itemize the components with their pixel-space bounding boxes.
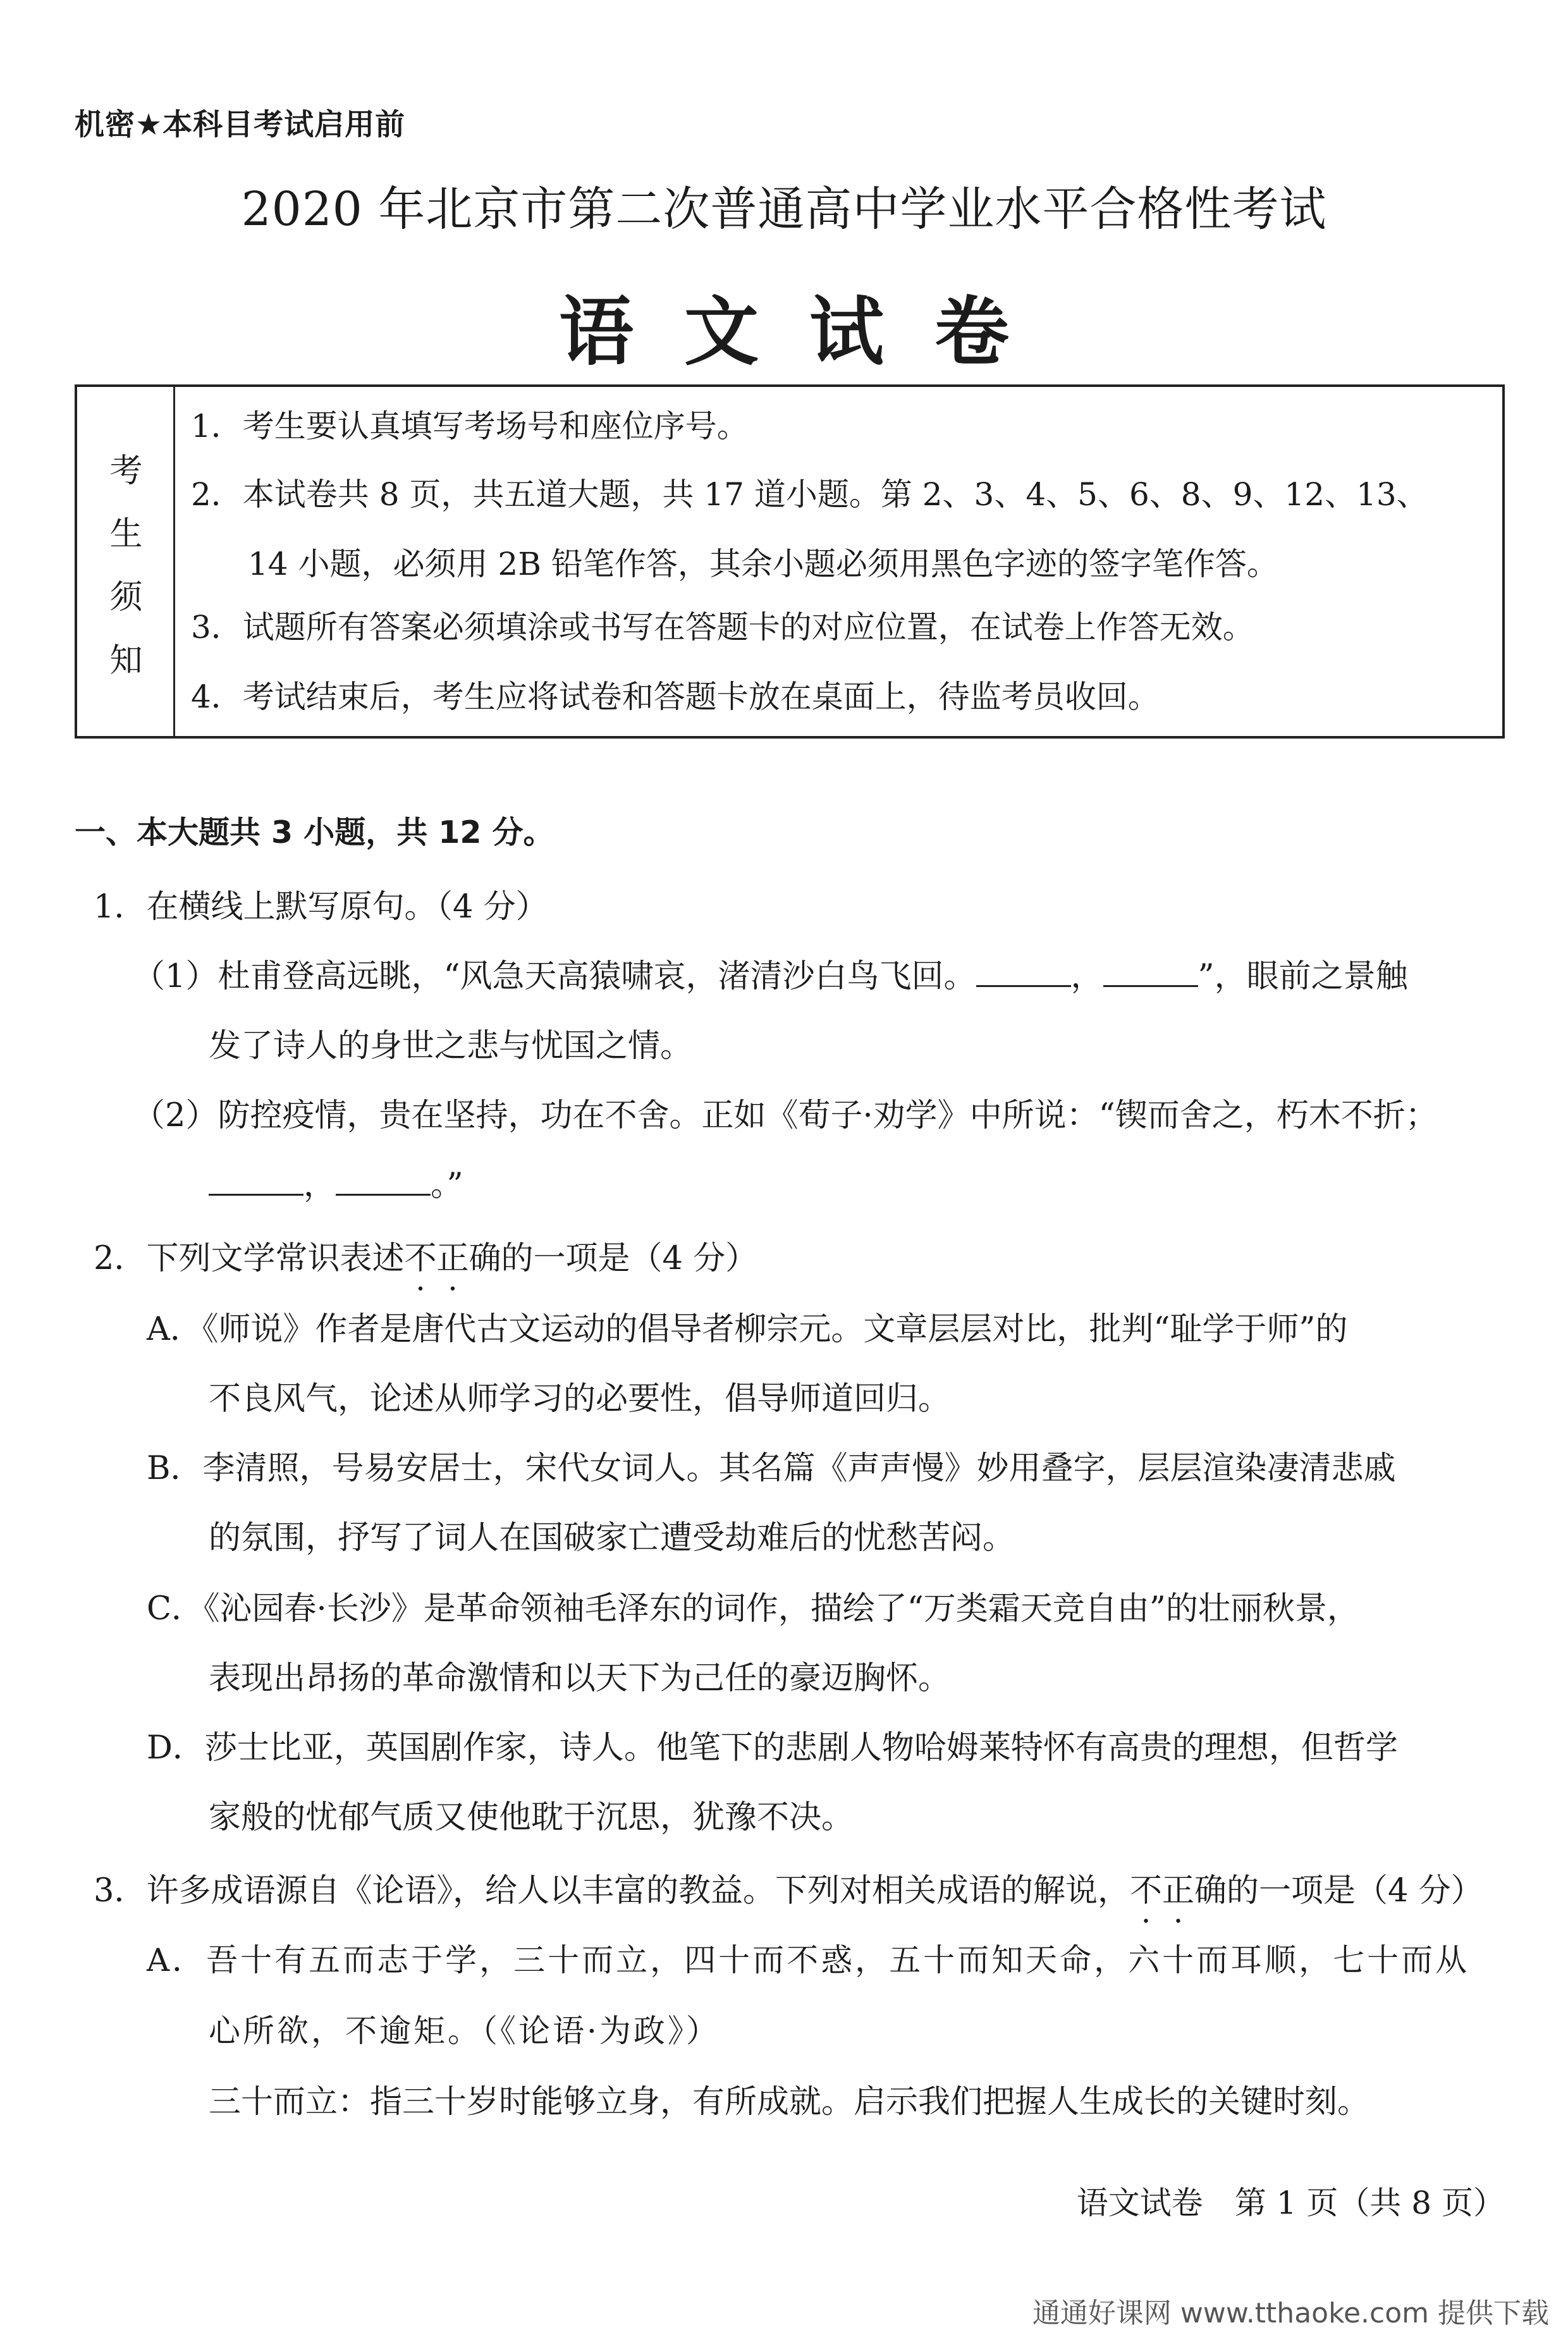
answer-blank[interactable] <box>1103 960 1198 987</box>
notice-side-char: 知 <box>109 642 143 680</box>
q2-option-d-line1: D．莎士比亚，英国剧作家，诗人。他笔下的悲剧人物哈姆莱特怀有高贵的理想，但哲学 <box>147 1729 1398 1767</box>
exam-title: 2020 年北京市第二次普通高中学业水平合格性考试 <box>241 182 1327 236</box>
q1-sub1-line1 <box>133 950 1408 997</box>
page-footer: 语文试卷 第 1 页（共 8 页） <box>1076 2185 1505 2221</box>
q2-stem <box>94 1232 757 1279</box>
q2-stem-text: 2．下列文学常识表述 <box>94 1240 405 1277</box>
emphasis-char: 正 <box>1161 1872 1194 1910</box>
emphasis-char: 不 <box>404 1240 437 1277</box>
q3-option-a-line1: A．吾十有五而志于学，三十而立，四十而不惑，五十而知天命，六十而耳顺，七十而从 <box>147 1942 1470 1978</box>
q1-sub2-line1: （2）防控疫情，贵在坚持，功在不舍。正如《荀子·劝学》中所说：“锲而舍之，朽木不折； <box>133 1097 1438 1134</box>
paper-subtitle: 语文试卷 <box>558 288 1060 376</box>
emphasis-char: 不 <box>1129 1872 1162 1910</box>
q3-option-a-line2: 心所欲，不逾矩。（《论语·为政》） <box>209 2013 720 2049</box>
q1-sub1-comma: ， <box>1070 958 1103 995</box>
q2-option-d-line2: 家般的忧郁气质又使他耽于沉思，犹豫不决。 <box>209 1799 854 1836</box>
answer-blank[interactable] <box>336 1168 431 1196</box>
q1-sub2-comma: ， <box>303 1167 336 1204</box>
q1-sub2-end: 。” <box>431 1167 463 1204</box>
q3-stem-tail: 确的一项是（4 分） <box>1194 1872 1483 1910</box>
q3-stem-text: 3．许多成语源自《论语》，给人以丰富的教益。下列对相关成语的解说， <box>94 1872 1130 1910</box>
q2-option-c-line2: 表现出昂扬的革命激情和以天下为己任的豪迈胸怀。 <box>209 1660 951 1697</box>
notice-side-label <box>77 387 175 736</box>
q3-stem <box>94 1864 1483 1911</box>
q3-option-a-explanation: 三十而立：指三十岁时能够立身，有所成就。启示我们把握人生成长的关键时刻。 <box>209 2083 1370 2121</box>
emphasis-char: 正 <box>436 1240 469 1277</box>
q2-stem-tail: 确的一项是（4 分） <box>469 1240 758 1277</box>
q1-sub1-tail: ”，眼前之景触 <box>1197 958 1408 995</box>
notice-item-2: 2．本试卷共 8 页，共五道大题，共 17 道小题。第 2、3、4、5、6、8、9、12、13、 <box>191 476 1428 513</box>
q2-option-a-line1: A．《师说》作者是唐代古文运动的倡导者柳宗元。文章层层对比，批判“耻学于师”的 <box>147 1311 1348 1348</box>
confidential-label: 机密★本科目考试启用前 <box>75 107 406 142</box>
notice-item-2-cont: 14 小题，必须用 2B 铅笔作答，其余小题必须用黑色字迹的签字笔作答。 <box>248 546 1278 582</box>
notice-item-1: 1．考生要认真填写考场号和座位序号。 <box>191 408 749 445</box>
notice-item-4: 4．考试结束后，考生应将试卷和答题卡放在桌面上，待监考员收回。 <box>191 678 1160 715</box>
watermark: 通通好课网 www.tthaoke.com 提供下载 <box>1032 2297 1549 2329</box>
notice-side-char: 生 <box>109 515 143 553</box>
answer-blank[interactable] <box>976 960 1071 987</box>
q1-sub2-line2 <box>209 1158 463 1205</box>
q2-option-c-line1: C．《沁园春·长沙》是革命领袖毛泽东的词作，描绘了“万类霜天竞自由”的壮丽秋景， <box>147 1590 1359 1628</box>
q1-sub1-text: （1）杜甫登高远眺，“风急天高猿啸哀，渚清沙白鸟飞回。 <box>133 958 976 995</box>
notice-side-char: 须 <box>109 579 143 616</box>
q2-option-b-line1: B．李清照，号易安居士，宋代女词人。其名篇《声声慢》妙用叠字，层层渲染凄清悲戚 <box>147 1450 1396 1487</box>
q1-sub1-line2: 发了诗人的身世之悲与忧国之情。 <box>209 1027 693 1065</box>
q2-option-b-line2: 的氛围，抒写了词人在国破家亡遭受劫难后的忧愁苦闷。 <box>209 1519 1015 1557</box>
answer-blank[interactable] <box>209 1168 303 1196</box>
section-heading: 一、本大题共 3 小题，共 12 分。 <box>75 814 554 850</box>
notice-item-3: 3．试题所有答案必须填涂或书写在答题卡的对应位置，在试卷上作答无效。 <box>191 609 1254 646</box>
notice-side-char: 考 <box>109 452 143 490</box>
q2-option-a-line2: 不良风气，论述从师学习的必要性，倡导师道回归。 <box>209 1380 951 1418</box>
candidate-notice-box <box>75 384 1505 739</box>
q1-stem: 1．在横线上默写原句。（4 分） <box>94 888 548 926</box>
